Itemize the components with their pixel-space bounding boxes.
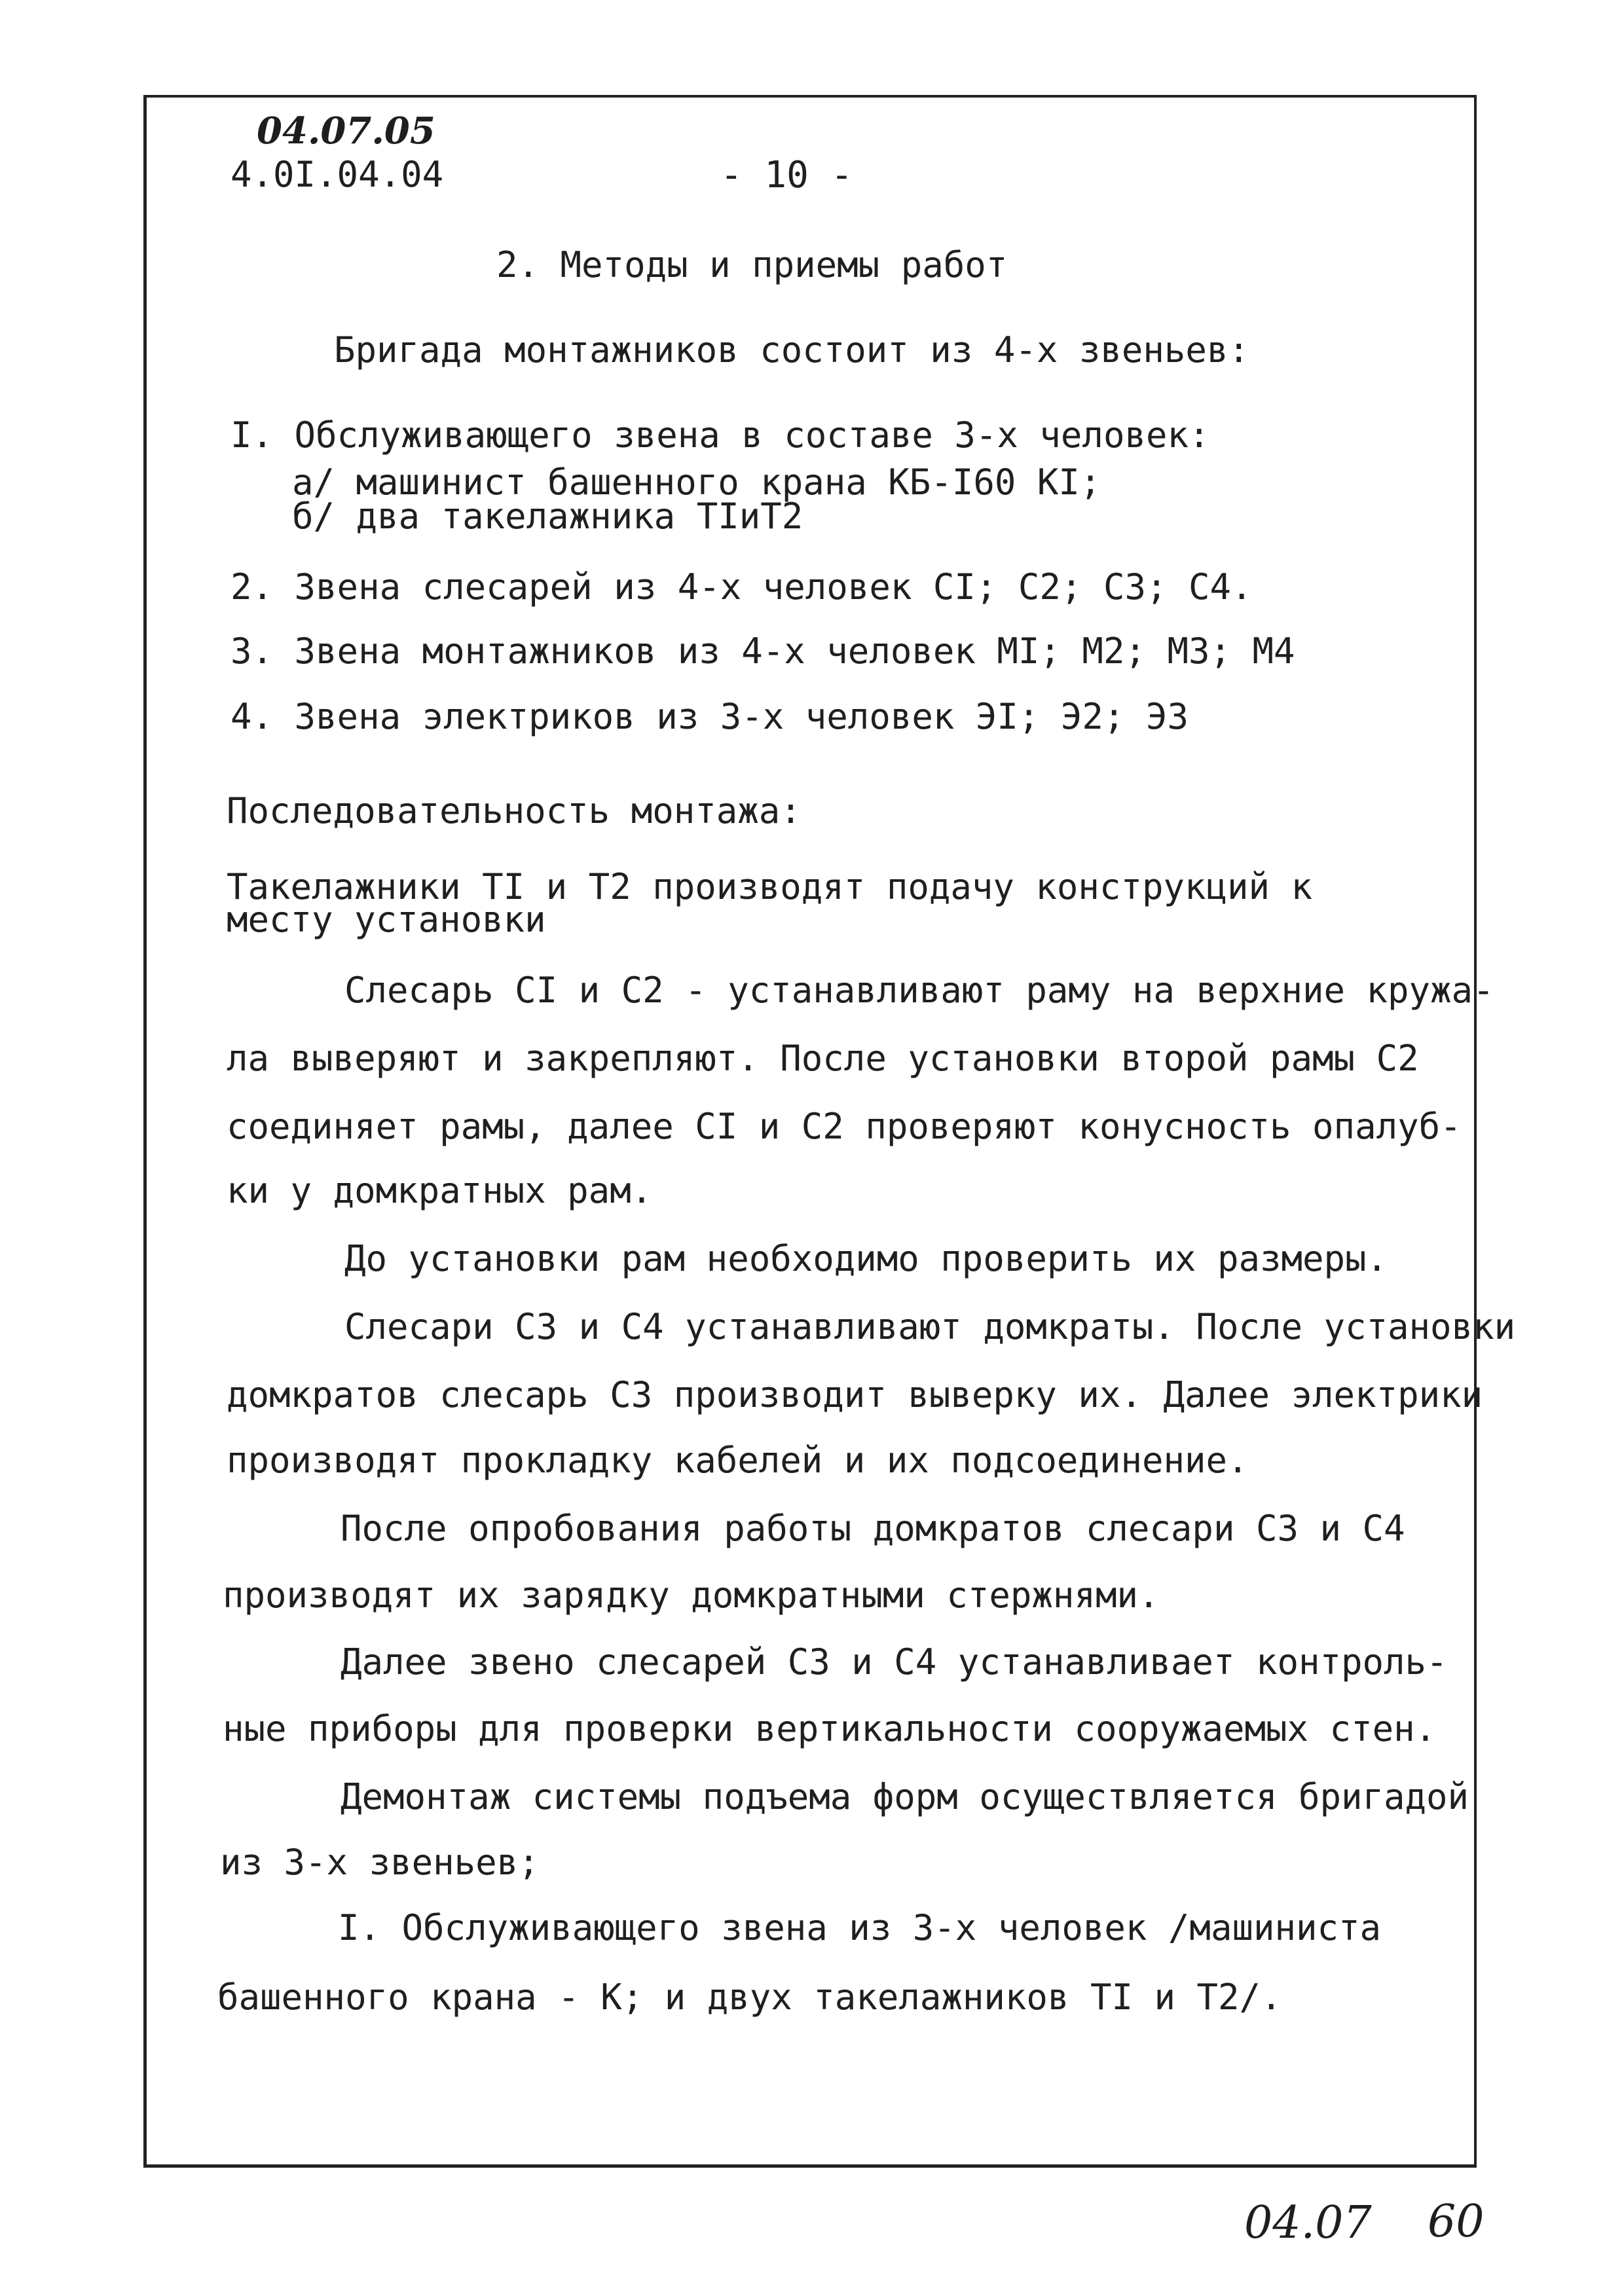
paragraph-line: После опробования работы домкратов слесари С3 и С4 [341, 1508, 1405, 1549]
unit-1b: б/ два такелажника ТIиТ2 [292, 496, 803, 537]
unit-1: I. Обслуживающего звена в составе 3-х человек: [231, 414, 1210, 456]
paragraph-line: Демонтаж системы подъема форм осуществляется бригадой [341, 1776, 1469, 1817]
paragraph-line: домкратов слесарь С3 производит выверку их. Далее электрики [227, 1374, 1483, 1415]
section-title: 2. Методы и приемы работ [496, 244, 1008, 285]
unit-4: 4. Звена электриков из 3-х человек ЭI; Э2; Э3 [231, 696, 1189, 737]
paragraph-line: ные приборы для проверки вертикальности сооружаемых стен. [223, 1708, 1437, 1749]
paragraph-line: ла выверяют и закрепляют. После установки второй рамы С2 [227, 1038, 1419, 1079]
paragraph-line: ки у домкратных рам. [227, 1170, 653, 1211]
paragraph-line: месту установки [227, 899, 546, 940]
paragraph-line: I. Обслуживающего звена из 3-х человек /машиниста [338, 1907, 1382, 1948]
page-number: - 10 - [720, 154, 853, 196]
handwritten-sheet-number: 60 [1428, 2196, 1485, 2248]
paragraph-line: соединяет рамы, далее СI и С2 проверяют конусность опалуб- [227, 1106, 1462, 1147]
unit-2: 2. Звена слесарей из 4-х человек СI; С2; С3; С4. [231, 566, 1253, 608]
handwritten-footer-code: 04.07 [1244, 2197, 1372, 2249]
paragraph-line: Далее звено слесарей С3 и С4 устанавливает контроль- [341, 1641, 1448, 1683]
brigade-intro: Бригада монтажников состоит из 4-х звеньев: [334, 329, 1249, 371]
paragraph-line: Такелажники ТI и Т2 производят подачу конструкций к [227, 866, 1313, 907]
sequence-heading: Последовательность монтажа: [227, 790, 802, 831]
paragraph-line: производят их зарядку домкратными стержнями. [223, 1575, 1160, 1616]
paragraph-line: башенного крана - К; и двух такелажников ТI и Т2/. [217, 1977, 1282, 2018]
paragraph-line: Слесарь СI и С2 - устанавливают раму на верхние кружа- [344, 970, 1494, 1011]
unit-1a: а/ машинист башенного крана КБ-I60 КI; [292, 462, 1101, 503]
unit-3: 3. Звена монтажников из 4-х человек МI; М2; М3; М4 [231, 630, 1295, 672]
paragraph-line: из 3-х звеньев; [220, 1842, 540, 1883]
paragraph-line: Слесари С3 и С4 устанавливают домкраты. После установки [344, 1306, 1516, 1347]
paragraph-line: До установки рам необходимо проверить их размеры. [344, 1238, 1388, 1279]
document-code: 4.0I.04.04 [231, 154, 444, 195]
handwritten-document-code: 04.07.05 [257, 109, 435, 153]
paragraph-line: производят прокладку кабелей и их подсоединение. [227, 1440, 1249, 1481]
